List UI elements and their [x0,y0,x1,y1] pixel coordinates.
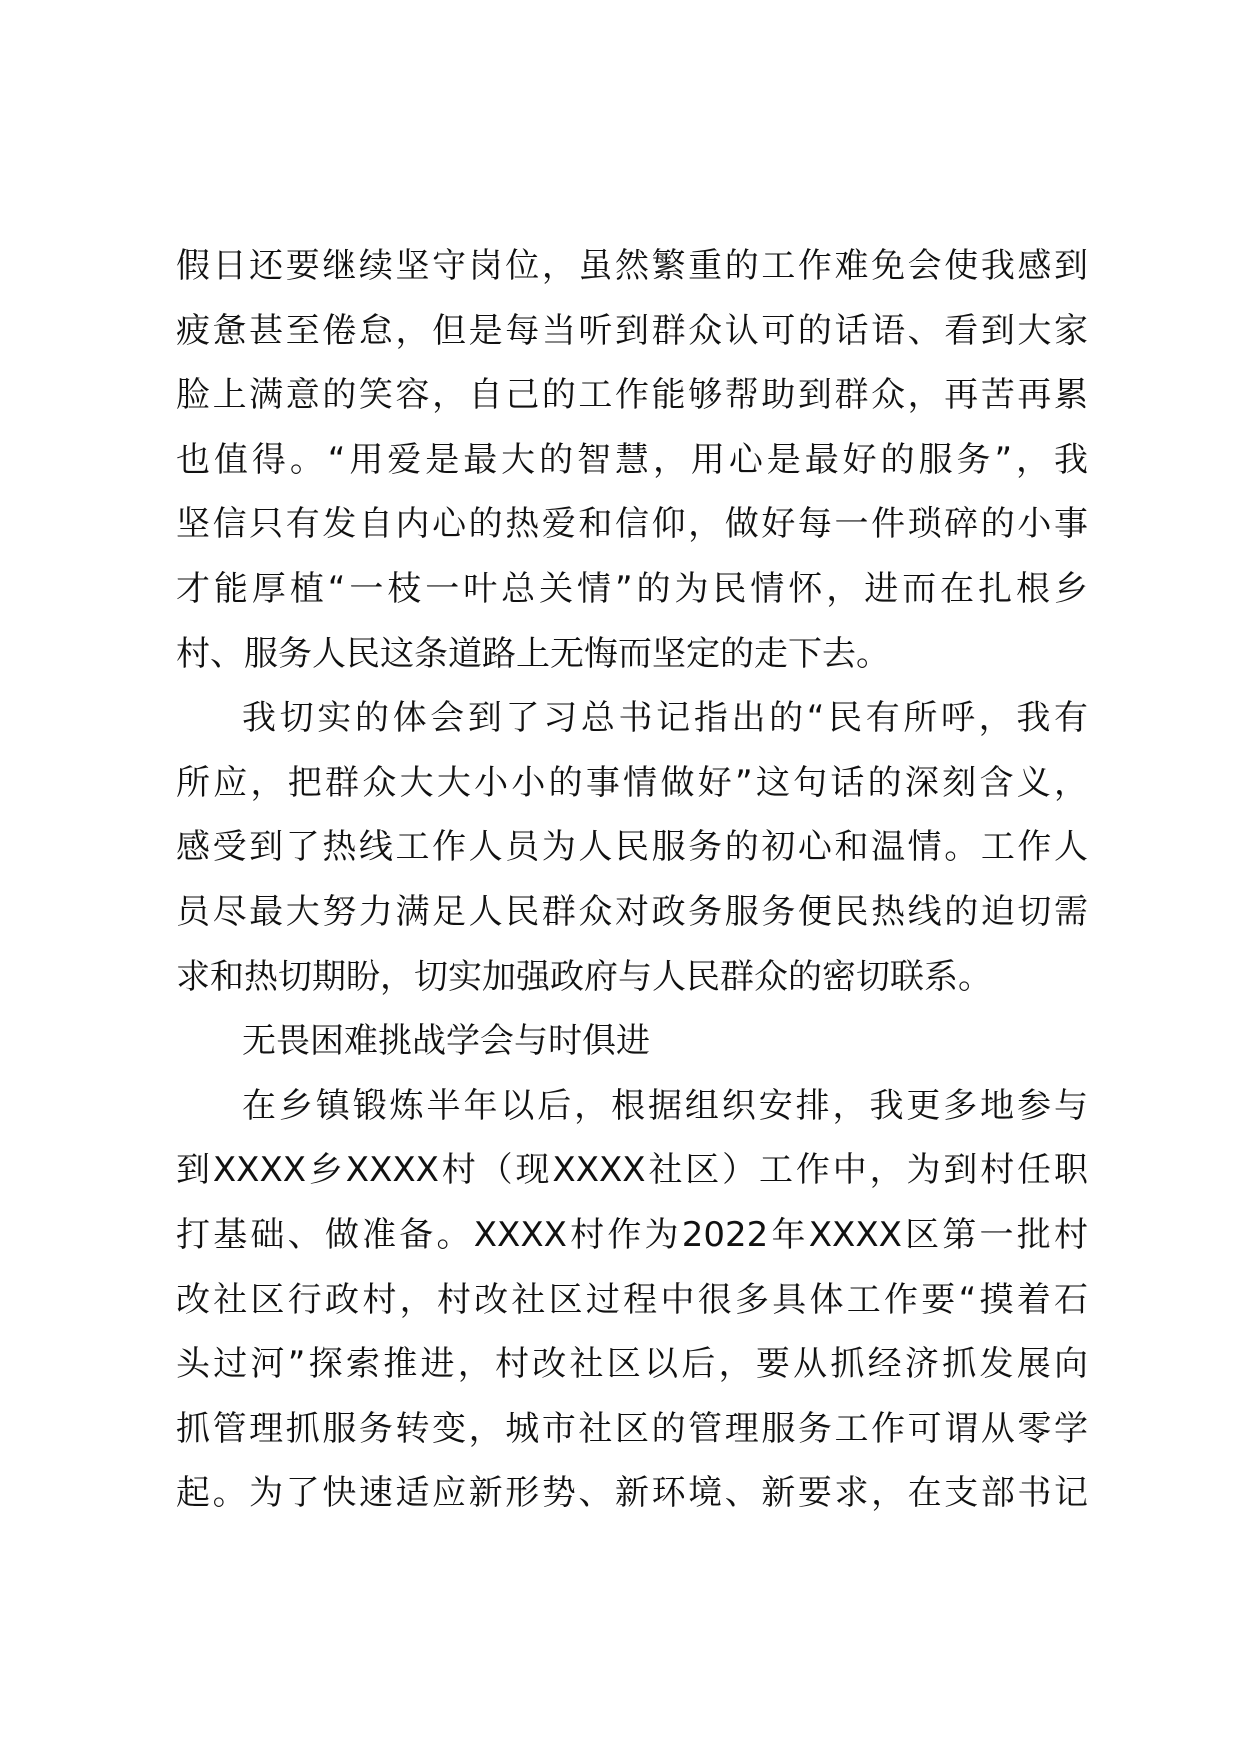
paragraph-first-line: 在乡镇锻炼半年以后，根据组织安排，我更多地参与 [242,1085,1088,1126]
text-line: 坚信只有发自内心的热爱和信仰，做好每一件琐碎的小事 [176,504,1088,545]
text-line: 疲惫甚至倦怠，但是每当听到群众认可的话语、看到大家 [176,310,1088,351]
text-line: 也值得。“用爱是最大的智慧，用心是最好的服务”，我 [176,439,1088,480]
paragraph-first-line: 我切实的体会到了习总书记指出的“民有所呼，我有 [242,698,1088,739]
text-line: 抓管理抓服务转变，城市社区的管理服务工作可谓从零学 [176,1408,1088,1449]
text-line: 到XXXX乡XXXX村（现XXXX社区）工作中，为到村任职 [176,1150,1088,1191]
text-line: 求和热切期盼，切实加强政府与人民群众的密切联系。 [176,956,992,997]
text-line: 改社区行政村，村改社区过程中很多具体工作要“摸着石 [176,1279,1088,1320]
text-line: 打基础、做准备。XXXX村作为2022年XXXX区第一批村 [176,1214,1088,1255]
text-line: 头过河”探索推进，村改社区以后，要从抓经济抓发展向 [176,1344,1088,1385]
text-line: 所应，把群众大大小小的事情做好”这句话的深刻含义， [176,762,1088,803]
text-line: 才能厚植“一枝一叶总关情”的为民情怀，进而在扎根乡 [176,568,1088,609]
text-line: 村、服务人民这条道路上无悔而坚定的走下去。 [176,633,890,674]
text-line: 脸上满意的笑容，自己的工作能够帮助到群众，再苦再累 [176,375,1088,416]
text-line: 感受到了热线工作人员为人民服务的初心和温情。工作人 [176,827,1088,868]
text-line: 假日还要继续坚守岗位，虽然繁重的工作难免会使我感到 [176,246,1088,286]
body-text [176,234,1088,1526]
section-heading: 无畏困难挑战学会与时俱进 [242,1021,650,1062]
text-line: 员尽最大努力满足人民群众对政务服务便民热线的迫切需 [176,891,1088,932]
text-line: 起。为了快速适应新形势、新环境、新要求，在支部书记 [176,1473,1088,1514]
